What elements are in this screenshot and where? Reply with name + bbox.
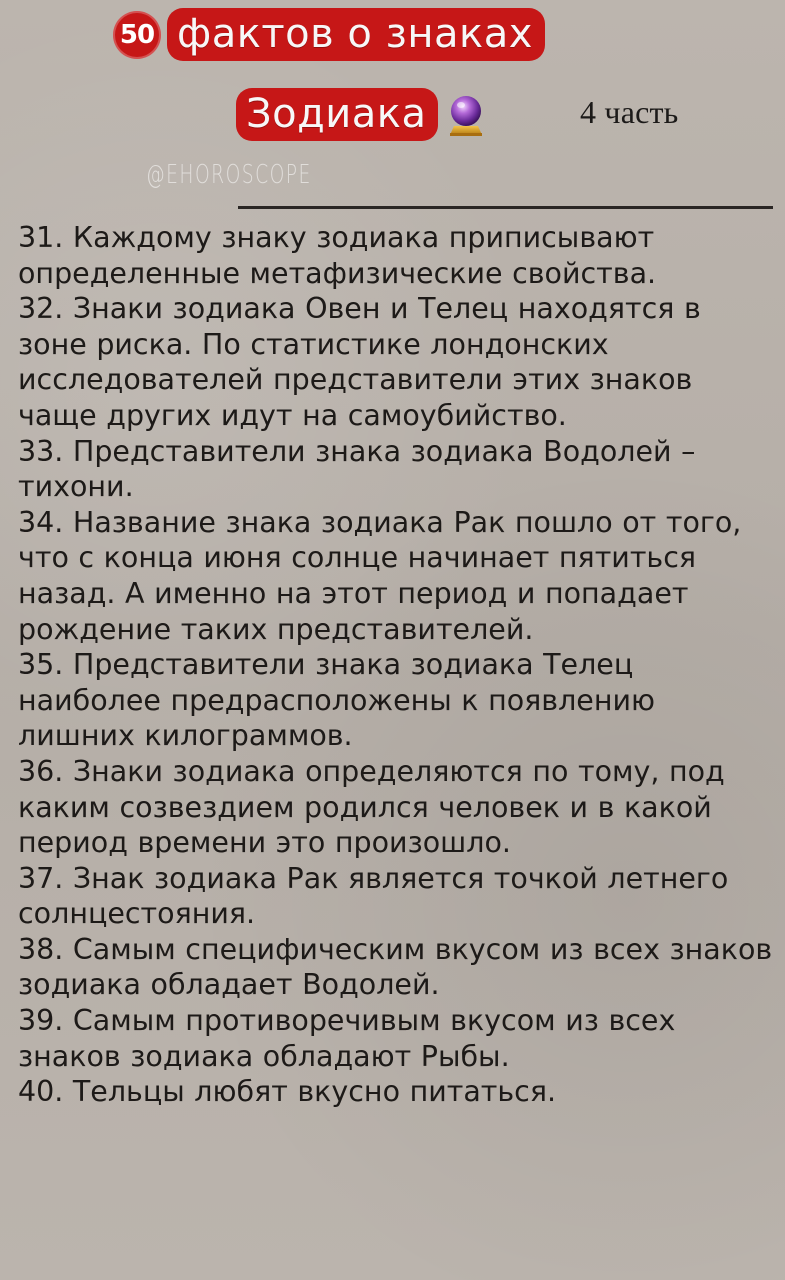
title-line-2 bbox=[236, 88, 486, 141]
fact-35: 35. Представители знака зодиака Телец наиболее предрасположены к появлению лишних килограммов. bbox=[18, 648, 655, 753]
facts-list bbox=[18, 220, 778, 1110]
number-badge: 50 bbox=[113, 11, 161, 59]
title-line-1 bbox=[113, 8, 545, 61]
fact-32: 32. Знаки зодиака Овен и Телец находятся в зоне риска. По статистике лондонских исследователей представители этих знаков чаще других идут на самоубийство. bbox=[18, 292, 701, 432]
fact-40: 40. Тельцы любят вкусно питаться. bbox=[18, 1075, 557, 1109]
fact-38: 38. Самым специфическим вкусом из всех знаков зодиака обладает Водолей. bbox=[18, 932, 773, 1002]
crystal-ball-icon bbox=[446, 93, 486, 137]
part-label: 4 часть bbox=[580, 94, 679, 130]
title-part-2: Зодиака bbox=[236, 88, 438, 141]
fact-31: 31. Каждому знаку зодиака приписывают определенные метафизические свойства. bbox=[18, 221, 657, 290]
fact-37: 37. Знак зодиака Рак является точкой летнего солнцестояния. bbox=[18, 861, 729, 931]
title-part-1: фактов о знаках bbox=[167, 8, 545, 61]
fact-36: 36. Знаки зодиака определяются по тому, под каким созвездием родился человек и в какой период времени это произошло. bbox=[18, 754, 725, 860]
divider bbox=[238, 206, 773, 209]
fact-39: 39. Самым противоречивым вкусом из всех знаков зодиака обладают Рыбы. bbox=[18, 1004, 676, 1073]
header bbox=[0, 0, 785, 220]
fact-33: 33. Представители знака зодиака Водолей – тихони. bbox=[18, 434, 696, 504]
watermark: @EHOROSCOPE bbox=[146, 160, 312, 190]
fact-34: 34. Название знака зодиака Рак пошло от того, что с конца июня солнце начинает пятиться назад. А именно на этот период и попадает рождение таких представителей. bbox=[18, 505, 742, 646]
